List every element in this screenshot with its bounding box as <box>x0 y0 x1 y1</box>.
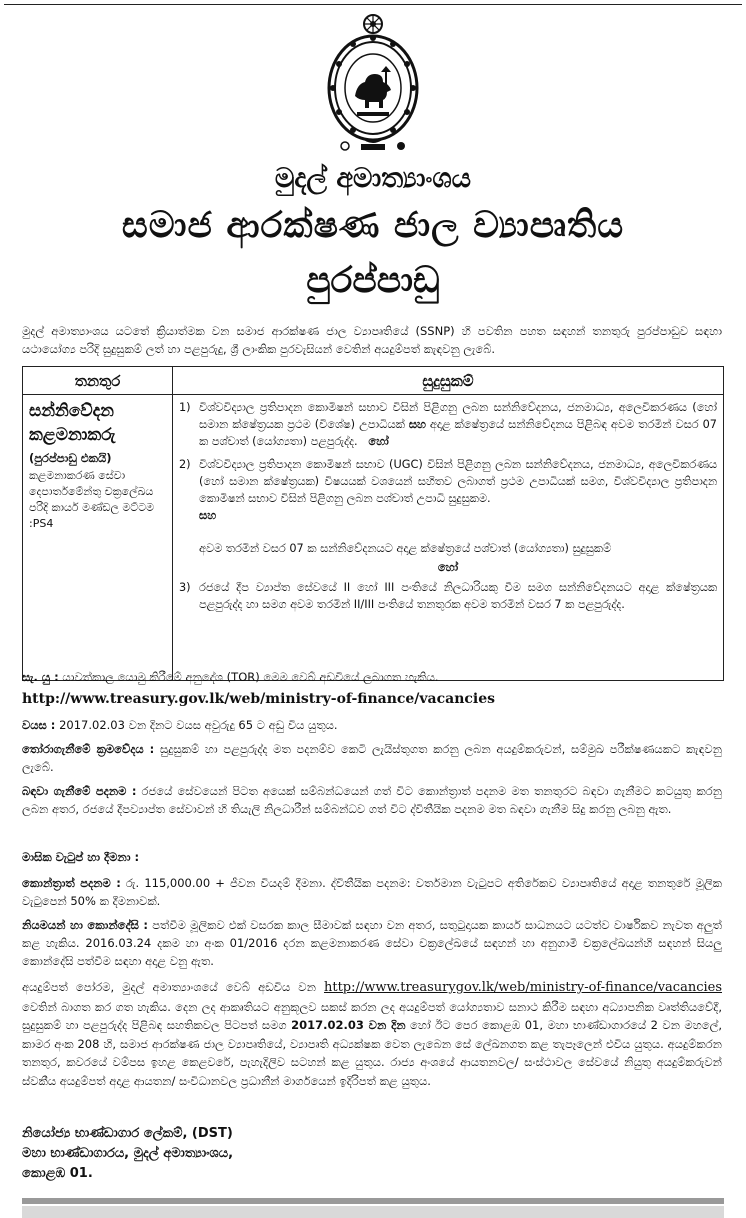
vacancy-table <box>22 366 724 681</box>
selection-method: තෝරාගැනීමේ ක්‍රමවේදය : සුදුසුකම් හා පළපුරුද්ද මත පදනම්ව කෙටි ලැයිස්තුගත කරනු ලබන අයදුම්කරුවන්, සම්මුඛ පරීක්ෂණයකට කැඳවනු ලැබේ. <box>22 742 722 774</box>
terms-conditions: නියමයන් හා කොන්දේසි : පත්වීම මූලිකව එක් වසරක කාල සීමාවක් සඳහා වන අතර, සතුටුදායක කාර්ය සාධනයට යටත්ව වාර්ෂිකව නැවත අලුත් කළ හැකිය. 2016.03.24 දකම හා අංක 01/2016 දරන කළමනාකරණ සේවා චක්‍රලේඛයේ සඳහන් හා අනුගාමී චක්‍රලේඛයන්හි සඳහන් සියලු කොන්දේසි පත්වීම සඳහා අදාළ වනු ඇත. <box>22 918 722 968</box>
bottom-band <box>22 1206 724 1218</box>
vacancies-url[interactable]: http://www.treasury.gov.lk/web/ministry-of-finance/vacancies <box>22 691 496 707</box>
signatory-title: නියෝජ්‍ය භාණ්ඩාගාර ලේකම්, (DST) <box>22 1126 233 1141</box>
age-requirement: වයස : 2017.02.03 වන දිනට වයස අවුරුදු 65 ට අඩු විය යුතුය. <box>22 718 338 732</box>
requirement-3: 3) රජයේ දීප ව්‍යාප්ත සේවයේ II හෝ III පංතියේ නිලධාරියකු වීම සමග සන්නිවේදනයට අදාළ ක්ෂේත්‍රයක පළපුරුද්ද හා සමග අවම තරමින් II/III පංතියේ තනතුරක අවම තරමින් වසර 7 ක පළපුරුද්ද. <box>179 581 717 611</box>
requirement-1: 1) විශ්වවිද්‍යාල ප්‍රතිපාදන කොමිෂන් සභාව විසින් පිළිගනු ලබන සන්නිවේදනය, ජනමාධ්‍ය, අලෙවිකරණය (හෝ සමාන ක්ෂේත්‍රයක ප්‍රථම (විශේෂ) උපාධියක් සහ අදාළ ක්ෂේත්‍රයේ සන්නිවේදනය පිළිබඳ අවම තරමින් වසර 07 ක පශ්චාත් (යෝග්‍යතා) පළපුරුද්ද. හෝ <box>179 401 717 448</box>
ministry-heading: මුදල් අමාත්‍යාංශය <box>274 163 472 194</box>
bottom-rule <box>22 1198 724 1204</box>
application-deadline: 2017.02.03 වන දින <box>291 1018 406 1032</box>
vacancy-title: පුරප්පාඩු <box>306 260 440 301</box>
top-border <box>4 4 742 8</box>
signature-block <box>22 1124 233 1184</box>
position-title-line2: කළමනාකරු <box>29 425 116 445</box>
salary-heading: මාසික වැටුප් හා දීමනා : <box>22 850 140 864</box>
recruitment-basis: බඳවා ගැනීමේ පදනම : රජයේ සේවයෙන් පිටත අයෙක් සම්බන්ධයෙන් ගත් විට කොන්ත්‍රාත් පදනම මත තනතුරට බඳවා ගැනීමට කටයුතු කරනු ලබන අතර, රජයේ දීපව්‍යාප්ත සේවාවන් හි තියැලි නිලධාරීන් සම්බන්ධව ගත් විට ද්විතීයික පදනම මත බඳවා ගැනීම සිදු කරනු ලබනු ඇත. <box>22 784 722 816</box>
vacancy-count: (පුරප්පාඩු එකයි) <box>29 451 112 465</box>
position-grade: කළමනාකරණ සේවා දෙපාර්තමේන්තු චක්‍රලේඛය පරිදි කාර්ය මණ්ඩල මට්ටම :PS4 <box>29 469 155 530</box>
contract-basis: කොන්ත්‍රාත් පදනම : රු. 115,000.00 + ජීවන වියදම් දීමනා. ද්විතීයික පදනම: වර්තමාන වැටුපට අතිරේකව ව්‍යාපෘතියේ අදාළ තනතුරේ මූලික වැටුපෙන් 50% ක දීමනාවක්. <box>22 876 722 908</box>
tor-note: සැ. යු : යාවත්කාල යොමු කිරීමේ අනුදේශ (TOR) මෙම වෙබ් අඩවියේ ලබාගත හැකිය. <box>22 670 439 684</box>
requirement-2-experience: අවම තරමින් වසර 07 ක සන්නිවේදනයට අදාළ ක්ෂේත්‍රයේ පශ්චාත් (යෝග්‍යතා) සුදුසුකම් <box>199 542 612 555</box>
signatory-office: මහා භාණ්ඩාගාරය, මුදල් අමාත්‍යාංශය, <box>22 1146 234 1161</box>
application-form-link[interactable]: http://www.treasurygov.lk/web/ministry-of-finance/vacancies <box>323 980 722 995</box>
qualifications-cell <box>173 395 724 681</box>
requirement-2-and: සහ <box>199 509 217 522</box>
signatory-city: කොළඹ 01. <box>22 1166 93 1181</box>
column-header-qualifications: සුදුසුකම් <box>173 367 724 395</box>
application-instructions: අයදුම්පත් පෝරම, මුදල් අමාත්‍යාංශයේ වෙබ් අඩවිය වන http://www.treasurygov.lk/web/ministry-of-finance/vacancies වෙතින් බාගත කර ගත හැකිය. දෙන ලද ආකෘතියට අනුකූලව සකස් කරන ලද අයදුම්පත් යෝග්‍යතාව සනාථ කිරීම සඳහා අධ්‍යාපනික වෘත්තියවේදී, සුදුසුකම් හා පළපුරුද්ද පිළිබඳ සහතිකවල පිටපත් සමග 2017.02.03 වන දින හෝ ඊට පෙර කොළඹ 01, මහා භාණ්ඩාගාරයේ 2 වන මහලේ, කාමර අංක 208 හි, සමාජ ආරක්ෂණ ජාල ව්‍යාපෘතියේ, ව්‍යාපෘති අධ්‍යක්ෂක වෙත ලැබෙන සේ ලේඛනගත කළ තැපෑලෙන් එවිය යුතුය. අයදුම්කරන තනතුර, කවරයේ වම්පස ඉහළ කෙළවරේ, පැහැදිලිව සටහන් කළ යුතුය. රාජ්‍ය අංශයේ ආයතනවල/ සංස්ථාවල සේවයේ නියුතු අයදුම්කරුවන් ස්වකීය අයදුම්පත් අදාළ ආයතන/ සංවිධානවල ප්‍රධානීන් මාර්ගයෙන් ඉදිරිපත් කළ යුතුය. <box>22 980 723 1088</box>
position-title-line1: සන්නිවේදන <box>29 401 114 421</box>
project-heading: සමාජ ආරක්ෂණ ජාල ව්‍යාපෘතිය <box>121 205 625 246</box>
requirement-2-or: හෝ <box>437 561 459 574</box>
requirement-2: 2) විශ්වවිද්‍යාල ප්‍රතිපාදන කොමිෂන් සභාව (UGC) විසින් පිළිගනු ලබන සන්නිවේදනය, ජනමාධ්‍ය, අලෙවිකරණය (හෝ සමාන ක්ෂේත්‍රයක) විෂයයක් වශයෙන් සහිතව ලබාගත් ප්‍රථම උපාධියක් සමග, විශ්වවිද්‍යාල ප්‍රතිපාදන කොමිෂන් සභාව විසින් පිළිගනු ලබන පශ්චාත් උපාධි සුදුසුකම. <box>179 458 717 505</box>
intro-paragraph: මුදල් අමාත්‍යාංශය යටතේ ක්‍රියාත්මක වන සමාජ ආරක්ෂණ ජාල ව්‍යාපෘතියේ (SSNP) හි පවතින පහත සඳහන් තනතුරු පුරප්පාඩුව සඳහා යථායෝග්‍ය පරිදි සුදුසුකම් ලත් හා පළපුරුදු, ශ්‍රී ලාංකික පුරවැසියන් වෙතින් අයදුම්පත් කැඳවනු ලැබේ. <box>22 324 722 356</box>
position-cell <box>23 395 173 681</box>
column-header-position: තනතුර <box>23 367 173 395</box>
national-emblem-icon <box>323 12 423 157</box>
